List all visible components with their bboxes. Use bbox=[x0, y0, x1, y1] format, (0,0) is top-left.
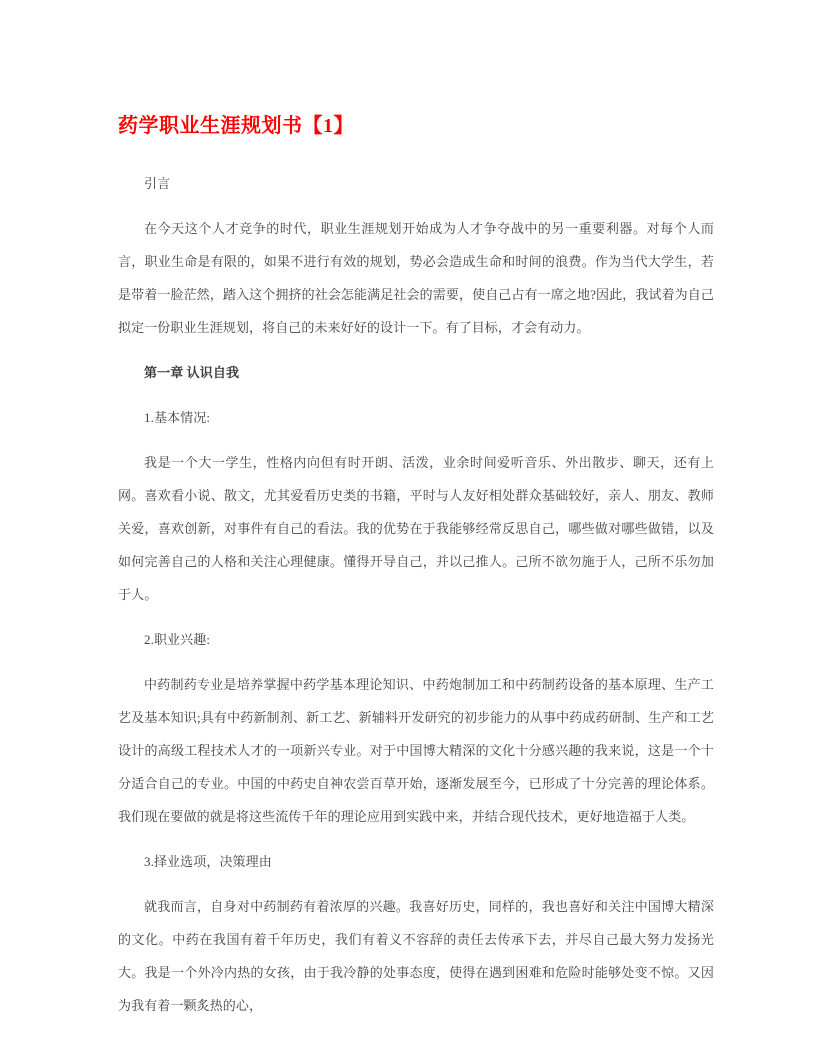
subsection-2-career-interest-heading: 2.职业兴趣: bbox=[144, 632, 211, 647]
document-content bbox=[118, 112, 714, 1034]
subsection-1-basic-situation-heading: 1.基本情况: bbox=[144, 410, 211, 425]
document-title: 药学职业生涯规划书【1】 bbox=[118, 115, 354, 137]
introduction-paragraph: 在今天这个人才竞争的时代，职业生涯规划开始成为人才争夺战中的另一重要利器。对每个人而言，职业生命是有限的，如果不进行有效的规划，势必会造成生命和时间的浪费。作为当代大学生，若是带着一脸茫然，踏入这个拥挤的社会怎能满足社会的需要，使自己占有一席之地?因此，我试着为自己拟定一份职业生涯规划，将自己的未来好好的设计一下。有了目标，才会有动力。 bbox=[118, 221, 714, 335]
chapter-1-heading: 第一章 认识自我 bbox=[144, 365, 240, 380]
basic-situation-paragraph: 我是一个大一学生，性格内向但有时开朗、活泼，业余时间爱听音乐、外出散步、聊天，还有上网。喜欢看小说、散文，尤其爱看历史类的书籍，平时与人友好相处群众基础较好，亲人、朋友、教师关爱，喜欢创新，对事件有自己的看法。我的优势在于我能够经常反思自己，哪些做对哪些做错，以及如何完善自己的人格和关注心理健康。懂得开导自己，并以己推人。己所不欲勿施于人，己所不乐勿加于人。 bbox=[118, 455, 714, 602]
subsection-3-career-options-heading: 3.择业选项，决策理由 bbox=[144, 854, 272, 869]
career-options-paragraph: 就我而言，自身对中药制药有着浓厚的兴趣。我喜好历史，同样的，我也喜好和关注中国博大精深的文化。中药在我国有着千年历史，我们有着义不容辞的责任去传承下去，并尽自己最大努力发扬光大。我是一个外冷内热的女孩，由于我冷静的处事态度，使得在遇到困难和危险时能够处变不惊。又因为我有着一颗炙热的心， bbox=[118, 899, 714, 1013]
section-heading-introduction: 引言 bbox=[144, 176, 171, 191]
career-interest-paragraph: 中药制药专业是培养掌握中药学基本理论知识、中药炮制加工和中药制药设备的基本原理、生产工艺及基本知识;具有中药新制剂、新工艺、新辅料开发研究的初步能力的从事中药成药研制、生产和工艺设计的高级工程技术人才的一项新兴专业。对于中国博大精深的文化十分感兴趣的我来说，这是一个十分适合自己的专业。中国的中药史自神农尝百草开始，逐渐发展至今，已形成了十分完善的理论体系。我们现在要做的就是将这些流传千年的理论应用到实践中来，并结合现代技术，更好地造福于人类。 bbox=[118, 677, 714, 824]
